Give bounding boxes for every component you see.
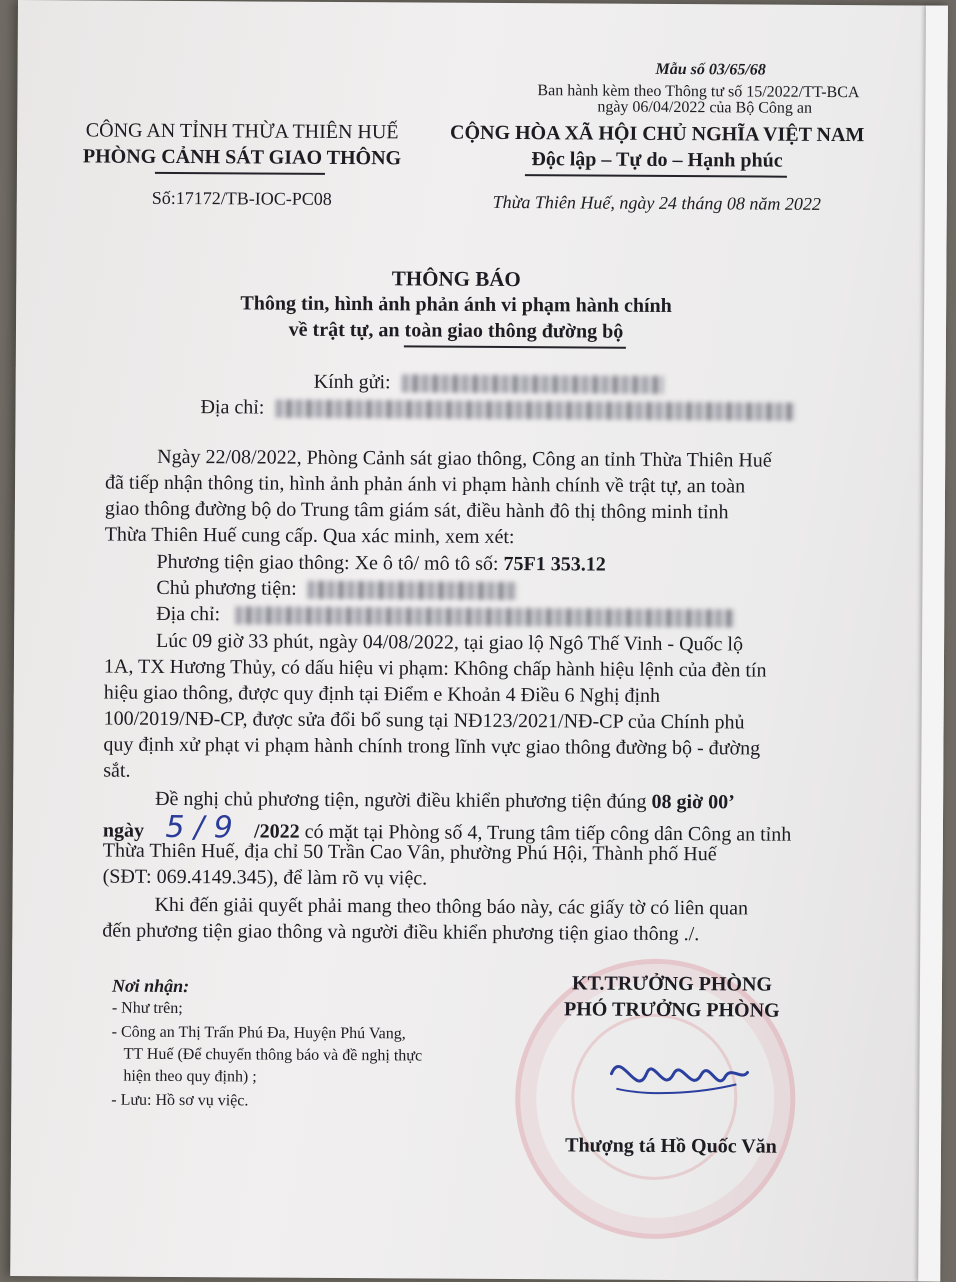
recipient-label: Kính gửi:: [313, 370, 391, 394]
owner-address-line: [156, 604, 735, 628]
request-text: Đề nghị chủ phương tiện, người điều khiển phương tiện đúng: [155, 787, 647, 813]
owner-line: [156, 578, 517, 601]
request-line4: (SĐT: 069.4149.345), để làm rõ vụ việc.: [102, 865, 428, 890]
recipient-address-label: Địa chỉ:: [200, 396, 265, 419]
nation-title: CỘNG HÒA XÃ HỘI CHỦ NGHĨA VIỆT NAM: [449, 121, 865, 147]
violation-line3: hiệu giao thông, được quy định tại Điểm e Khoản 4 Điều 6 Nghị định: [103, 681, 661, 707]
issued-with-text: Ban hành kèm theo Thông tư số 15/2022/TT-BCA: [537, 82, 860, 102]
violation-line2: 1A, TX Hương Thủy, có dấu hiệu vi phạm: Không chấp hành hiệu lệnh của đèn tín: [103, 655, 767, 682]
redacted-owner: [308, 581, 518, 600]
body-p1-line4: Thừa Thiên Huế cung cấp. Qua xác minh, xem xét:: [104, 523, 515, 549]
signer-name: Thượng tá Hồ Quốc Văn: [565, 1134, 777, 1158]
signer-role-1: KT.TRƯỞNG PHÒNG: [571, 972, 773, 996]
issued-date-text: ngày 06/04/2022 của Bộ Công an: [597, 98, 813, 117]
agency-underline: [155, 172, 325, 175]
signer-role-2: PHÓ TRƯỞNG PHÒNG: [563, 998, 780, 1022]
appointment-time: 08 giờ 00’: [651, 790, 735, 814]
date-prefix: ngày: [102, 819, 145, 842]
document-page: [10, 0, 948, 1282]
doc-subtitle-1: Thông tin, hình ảnh phản ánh vi phạm hành chính: [240, 292, 672, 317]
recipient-line: [314, 372, 664, 395]
body-p1-line2: đã tiếp nhận thông tin, hình ảnh phản ánh vi phạm hành chính về trật tự, an toàn: [104, 471, 746, 498]
redacted-recipient: [402, 375, 664, 395]
closing-line2: đến phương tiện giao thông và người điều khiển phương tiện giao thông ./.: [102, 919, 700, 946]
recipient-item-3: - Lưu: Hồ sơ vụ việc.: [111, 1091, 249, 1110]
request-place: có mặt tại Phòng số 4, Trung tâm tiếp công dân Công an tỉnh: [304, 820, 792, 846]
recipient-item-2-cont-1: TT Huế (Để chuyển thông báo và đề nghị thực: [123, 1045, 423, 1065]
violation-line1: Lúc 09 giờ 33 phút, ngày 04/08/2022, tại giao lộ Ngô Thế Vinh - Quốc lộ: [156, 629, 744, 656]
recipient-item-2: - Công an Thị Trấn Phú Đa, Huyện Phú Vang,: [111, 1023, 406, 1043]
vehicle-line: [157, 552, 606, 575]
recipients-heading: Nơi nhận:: [111, 975, 190, 997]
body-p1-line3: giao thông đường bộ do Trung tâm giám sát, điều hành đô thị thông minh tỉnh: [104, 497, 729, 524]
body-p1-line1: Ngày 22/08/2022, Phòng Cảnh sát giao thông, Công an tỉnh Thừa Thiên Huế: [157, 445, 772, 472]
vehicle-label: Phương tiện giao thông: Xe ô tô/ mô tô số:: [156, 550, 499, 575]
redacted-address: [275, 400, 795, 421]
violation-line4: 100/2019/NĐ-CP, được sửa đổi bổ sung tại NĐ123/2021/NĐ-CP của Chính phủ: [103, 707, 745, 734]
title-underline: [404, 345, 626, 348]
date-year: /2022: [253, 820, 300, 843]
violation-line6: sắt.: [103, 759, 131, 782]
form-number: Mẫu số 03/65/68: [655, 60, 766, 79]
vehicle-plate: 75F1 353.12: [503, 552, 606, 576]
document-number: Số:17172/TB-IOC-PC08: [151, 187, 332, 209]
agency-name: PHÒNG CẢNH SÁT GIAO THÔNG: [82, 145, 402, 170]
owner-address-label: Địa chỉ:: [156, 602, 221, 626]
request-line1: [155, 789, 735, 813]
doc-subtitle-2: về trật tự, an toàn giao thông đường bộ: [288, 318, 624, 343]
recipient-item-1: - Như trên;: [111, 999, 183, 1018]
doc-title: THÔNG BÁO: [391, 266, 521, 292]
violation-line5: quy định xử phạt vi phạm hành chính trong lĩnh vực giao thông đường bộ - đường: [103, 733, 761, 760]
request-line3: Thừa Thiên Huế, địa chỉ 50 Trần Cao Vân, phường Phú Hội, Thành phố Huế: [102, 839, 717, 866]
motto-underline: [525, 174, 787, 178]
paper-edge: [918, 6, 948, 1282]
place-date: Thừa Thiên Huế, ngày 24 tháng 08 năm 2022: [492, 191, 821, 214]
owner-label: Chủ phương tiện:: [156, 576, 297, 600]
agency-parent: CÔNG AN TỈNH THỪA THIÊN HUẾ: [85, 119, 399, 144]
nation-motto: Độc lập – Tự do – Hạnh phúc: [531, 148, 783, 172]
handwritten-date: 5 / 9: [165, 809, 233, 846]
recipient-address-line: [200, 397, 795, 421]
signature-scribble: [601, 1044, 751, 1105]
recipient-item-2-cont-2: hiện theo quy định) ;: [123, 1067, 257, 1086]
closing-line1: Khi đến giải quyết phải mang theo thông báo này, các giấy tờ có liên quan: [154, 893, 749, 920]
redacted-owner-address: [235, 607, 735, 628]
